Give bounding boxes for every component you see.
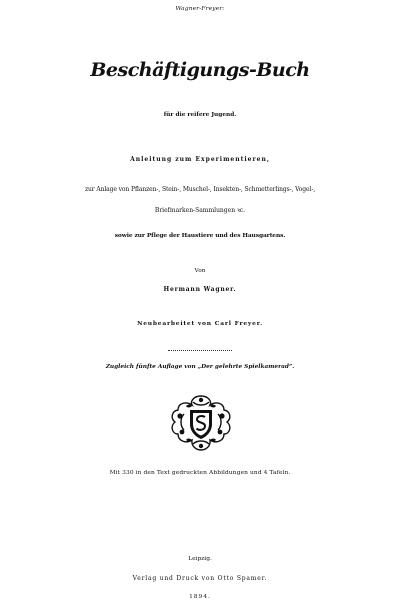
- care-line: sowie zur Pflege der Haustiere und des Hausgartens.: [114, 232, 286, 239]
- author-name: Hermann Wagner.: [163, 286, 237, 293]
- publication-place: Leipzig.: [188, 556, 212, 562]
- instruction-line: Anleitung zum Experimentieren,: [130, 156, 270, 163]
- dotted-divider: [168, 350, 232, 351]
- illustrations-line: Mit 330 in den Text gedruckten Abbildungen und 4 Tafeln.: [109, 470, 291, 476]
- authors-header: Wagner-Freyer:: [175, 6, 225, 12]
- publisher-vignette-icon: [166, 392, 236, 454]
- collections-line-2: Briefmarken-Sammlungen ꝛc.: [154, 207, 246, 214]
- revised-by-line: Neubearbeitet von Carl Freyer.: [137, 320, 263, 327]
- publisher-line: Verlag und Druck von Otto Spamer.: [132, 575, 268, 582]
- publication-year: 1894.: [189, 594, 211, 600]
- edition-line: Zugleich fünfte Auflage von „Der gelehrte Spielkamerad“.: [105, 364, 295, 370]
- book-title: Beschäftigungs-Buch: [90, 59, 310, 81]
- by-label: Von: [194, 268, 206, 274]
- collections-line: zur Anlage von Pflanzen-, Stein-, Muschel-, Insekten-, Schmetterlings-, Vogel-,: [84, 186, 316, 193]
- book-subtitle: für die reifere Jugend.: [163, 112, 237, 118]
